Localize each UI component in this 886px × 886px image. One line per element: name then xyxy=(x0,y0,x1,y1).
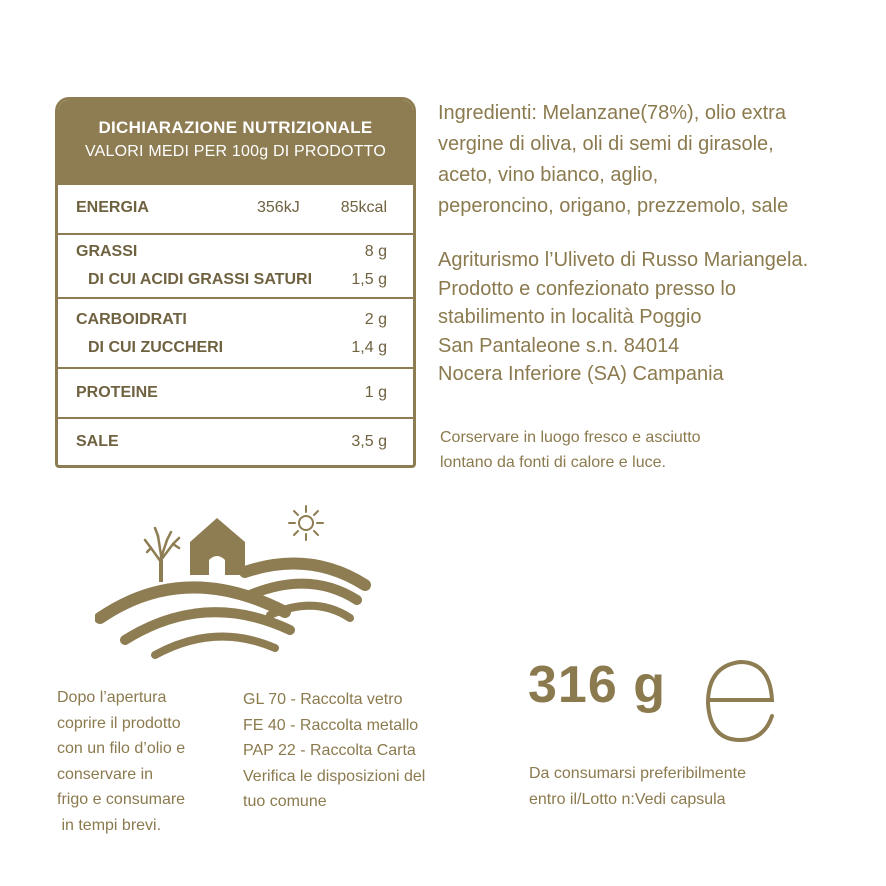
ingredients-line: vergine di oliva, oli di semi di girasole, xyxy=(438,133,774,155)
sugars-label: DI CUI ZUCCHERI xyxy=(88,339,224,356)
nutrition-header xyxy=(58,100,413,185)
estimated-e-icon xyxy=(700,648,780,753)
energy-kcal: 85kcal xyxy=(340,199,387,216)
carbs-value: 2 g xyxy=(364,311,387,328)
carbs-label: CARBOIDRATI xyxy=(76,311,187,328)
ingredients-text xyxy=(438,98,868,222)
best-before-text xyxy=(529,761,869,812)
sugars-value: 1,4 g xyxy=(351,339,387,356)
fat-value: 8 g xyxy=(364,243,387,260)
energy-kj: 356kJ xyxy=(257,199,300,216)
recycling-line: Verifica le disposizioni del xyxy=(243,767,426,785)
storage-line: Corservare in luogo fresco e asciutto xyxy=(440,429,701,446)
after-opening-line: coprire il prodotto xyxy=(57,714,181,732)
salt-row xyxy=(58,417,413,468)
after-opening-line: frigo e consumare xyxy=(57,791,186,808)
fat-row xyxy=(58,233,413,299)
energy-row xyxy=(58,183,413,235)
after-opening-line: in tempi brevi. xyxy=(57,816,162,834)
producer-line: stabilimento in località Poggio xyxy=(438,306,702,328)
saturated-fat-label: DI CUI ACIDI GRASSI SATURI xyxy=(88,271,313,288)
saturated-fat-value: 1,5 g xyxy=(351,271,387,288)
protein-label: PROTEINE xyxy=(76,384,158,401)
recycling-text xyxy=(243,687,483,815)
ingredients-line: Ingredienti: Melanzane(78%), olio extra xyxy=(438,102,786,124)
carbs-row xyxy=(58,297,413,369)
salt-label: SALE xyxy=(76,433,119,450)
ingredients-line: aceto, vino bianco, aglio, xyxy=(438,164,659,186)
storage-text xyxy=(440,425,860,475)
storage-line: lontano da fonti di calore e luce. xyxy=(440,454,666,471)
producer-line: Nocera Inferiore (SA) Campania xyxy=(438,363,724,385)
nutrition-subtitle: VALORI MEDI PER 100g DI PRODOTTO xyxy=(85,143,386,160)
farm-logo-icon xyxy=(95,500,375,665)
net-weight: 316 g xyxy=(528,656,666,714)
recycling-line: FE 40 - Raccolta metallo xyxy=(243,716,419,734)
after-opening-line: Dopo l’apertura xyxy=(57,689,167,706)
producer-line: San Pantaleone s.n. 84014 xyxy=(438,334,680,357)
after-opening-line: conservare in xyxy=(57,765,154,783)
after-opening-line: con un filo d’olio e xyxy=(57,740,186,757)
producer-line: Prodotto e confezionato presso lo xyxy=(438,277,736,300)
nutrition-title: DICHIARAZIONE NUTRIZIONALE xyxy=(98,118,373,137)
best-before-line: entro il/Lotto n:Vedi capsula xyxy=(529,790,726,808)
recycling-line: tuo comune xyxy=(243,793,327,810)
nutrition-table xyxy=(55,97,416,468)
ingredients-line: peperoncino, origano, prezzemolo, sale xyxy=(438,195,789,217)
producer-text xyxy=(438,246,878,389)
producer-line: Agriturismo l’Uliveto di Russo Mariangela. xyxy=(438,249,809,271)
energy-label: ENERGIA xyxy=(76,199,149,216)
salt-value: 3,5 g xyxy=(351,433,387,450)
recycling-line: PAP 22 - Raccolta Carta xyxy=(243,742,416,759)
recycling-line: GL 70 - Raccolta vetro xyxy=(243,691,403,708)
after-opening-text xyxy=(57,685,237,838)
protein-row xyxy=(58,367,413,419)
best-before-line: Da consumarsi preferibilmente xyxy=(529,765,746,782)
fat-label: GRASSI xyxy=(76,243,138,260)
protein-value: 1 g xyxy=(364,384,387,401)
